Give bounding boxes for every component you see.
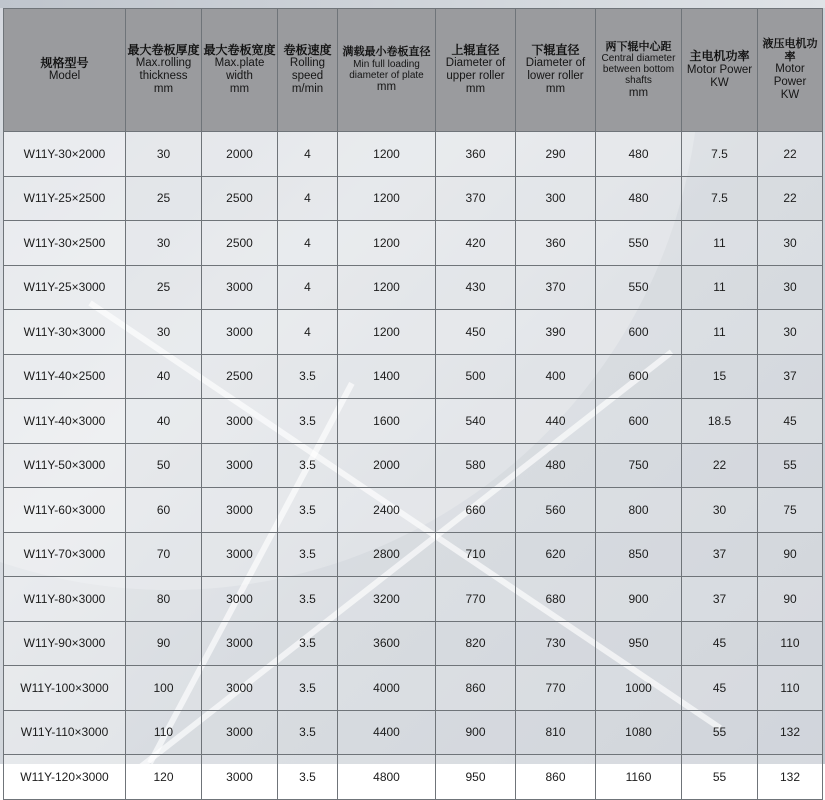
table-cell: 1200 — [338, 265, 436, 310]
table-cell: 850 — [596, 532, 682, 577]
header-unit: mm — [628, 86, 649, 99]
table-cell: 1600 — [338, 399, 436, 444]
header-unit: mm — [153, 83, 174, 96]
table-cell: 1400 — [338, 354, 436, 399]
table-cell: 7.5 — [682, 132, 758, 177]
header-en: Max.rolling thickness — [135, 57, 192, 83]
table-cell: 480 — [596, 176, 682, 221]
table-cell: 37 — [682, 577, 758, 622]
table-cell: 440 — [516, 399, 596, 444]
table-cell: 1200 — [338, 176, 436, 221]
table-cell: 22 — [758, 176, 823, 221]
column-lower-roller-diameter — [516, 9, 596, 132]
table-cell: 2500 — [202, 221, 278, 266]
header-cn: 最大卷板厚度 — [127, 42, 200, 57]
table-cell: 950 — [596, 621, 682, 666]
cell-model: W11Y-100×3000 — [4, 666, 126, 711]
table-cell: 3.5 — [278, 755, 338, 800]
table-cell: 1200 — [338, 132, 436, 177]
header-en: Central diameter between bottom shafts — [601, 52, 676, 87]
table-cell: 22 — [682, 443, 758, 488]
table-cell: 132 — [758, 755, 823, 800]
column-hydraulic-motor-power — [758, 9, 823, 132]
table-cell: 90 — [758, 577, 823, 622]
table-cell: 3.5 — [278, 532, 338, 577]
table-row — [4, 354, 823, 399]
cell-model: W11Y-80×3000 — [4, 577, 126, 622]
table-cell: 45 — [682, 666, 758, 711]
table-cell: 730 — [516, 621, 596, 666]
table-cell: 580 — [436, 443, 516, 488]
cell-model: W11Y-90×3000 — [4, 621, 126, 666]
cell-model: W11Y-110×3000 — [4, 710, 126, 755]
table-cell: 4400 — [338, 710, 436, 755]
header-en: Motor Power — [686, 63, 753, 76]
header-unit: mm — [545, 83, 566, 96]
table-cell: 37 — [682, 532, 758, 577]
table-cell: 3.5 — [278, 354, 338, 399]
header-cn: 最大卷板宽度 — [203, 42, 276, 57]
header-unit: KW — [710, 76, 729, 89]
table-cell: 2000 — [338, 443, 436, 488]
column-model — [4, 9, 126, 132]
table-cell: 25 — [126, 265, 202, 310]
table-cell: 1000 — [596, 666, 682, 711]
column-motor-power — [682, 9, 758, 132]
table-cell: 22 — [758, 132, 823, 177]
table-cell: 90 — [758, 532, 823, 577]
header-unit: m/min — [291, 83, 324, 96]
column-central-distance-bottom-shafts — [596, 9, 682, 132]
header-cn: 规格型号 — [40, 55, 89, 70]
column-upper-roller-diameter — [436, 9, 516, 132]
column-rolling-speed — [278, 9, 338, 132]
table-cell: 40 — [126, 399, 202, 444]
cell-model: W11Y-60×3000 — [4, 488, 126, 533]
table-cell: 540 — [436, 399, 516, 444]
header-unit: mm — [376, 80, 397, 93]
table-cell: 90 — [126, 621, 202, 666]
table-cell: 11 — [682, 221, 758, 266]
table-cell: 55 — [682, 755, 758, 800]
table-cell: 3600 — [338, 621, 436, 666]
table-cell: 430 — [436, 265, 516, 310]
table-cell: 3000 — [202, 488, 278, 533]
table-row — [4, 666, 823, 711]
table-cell: 800 — [596, 488, 682, 533]
table-cell: 370 — [516, 265, 596, 310]
table-cell: 550 — [596, 221, 682, 266]
header-unit: mm — [465, 83, 486, 96]
table-row — [4, 710, 823, 755]
table-cell: 820 — [436, 621, 516, 666]
table-cell: 2500 — [202, 354, 278, 399]
table-cell: 120 — [126, 755, 202, 800]
table-cell: 3.5 — [278, 488, 338, 533]
table-cell: 620 — [516, 532, 596, 577]
table-cell: 2400 — [338, 488, 436, 533]
header-en: Max.plate width — [214, 57, 265, 83]
table-cell: 810 — [516, 710, 596, 755]
header-unit: mm — [229, 83, 250, 96]
cell-model: W11Y-40×2500 — [4, 354, 126, 399]
table-cell: 3000 — [202, 265, 278, 310]
header-cn: 液压电机功率 — [762, 38, 818, 63]
table-row — [4, 132, 823, 177]
table-cell: 3.5 — [278, 621, 338, 666]
table-cell: 3000 — [202, 710, 278, 755]
table-cell: 7.5 — [682, 176, 758, 221]
table-cell: 11 — [682, 265, 758, 310]
table-cell: 600 — [596, 399, 682, 444]
table-cell: 600 — [596, 310, 682, 355]
table-cell: 370 — [436, 176, 516, 221]
table-row — [4, 532, 823, 577]
table-cell: 100 — [126, 666, 202, 711]
table-cell: 4 — [278, 132, 338, 177]
table-row — [4, 399, 823, 444]
header-en: Diameter of lower roller — [525, 57, 586, 83]
cell-model: W11Y-25×2500 — [4, 176, 126, 221]
table-cell: 480 — [596, 132, 682, 177]
table-cell: 37 — [758, 354, 823, 399]
table-cell: 4 — [278, 176, 338, 221]
header-cn: 主电机功率 — [689, 49, 750, 64]
table-cell: 680 — [516, 577, 596, 622]
table-cell: 900 — [596, 577, 682, 622]
table-cell: 750 — [596, 443, 682, 488]
table-row — [4, 176, 823, 221]
table-cell: 3000 — [202, 577, 278, 622]
cell-model: W11Y-120×3000 — [4, 755, 126, 800]
cell-model: W11Y-40×3000 — [4, 399, 126, 444]
column-max-rolling-thickness — [126, 9, 202, 132]
table-cell: 110 — [758, 666, 823, 711]
table-cell: 30 — [682, 488, 758, 533]
header-en: Diameter of upper roller — [445, 57, 506, 83]
table-cell: 110 — [758, 621, 823, 666]
table-cell: 45 — [758, 399, 823, 444]
table-cell: 11 — [682, 310, 758, 355]
table-row — [4, 755, 823, 800]
table-cell: 30 — [758, 265, 823, 310]
table-body — [4, 132, 823, 800]
table-cell: 30 — [758, 221, 823, 266]
table-cell: 420 — [436, 221, 516, 266]
header-en: Rolling speed — [289, 57, 326, 83]
table-cell: 390 — [516, 310, 596, 355]
table-cell: 30 — [126, 310, 202, 355]
table-cell: 75 — [758, 488, 823, 533]
table-cell: 3.5 — [278, 443, 338, 488]
cell-model: W11Y-25×3000 — [4, 265, 126, 310]
table-cell: 3.5 — [278, 710, 338, 755]
column-min-full-loading-diameter — [338, 9, 436, 132]
table-cell: 950 — [436, 755, 516, 800]
table-cell: 45 — [682, 621, 758, 666]
table-cell: 770 — [516, 666, 596, 711]
table-cell: 3.5 — [278, 577, 338, 622]
table-cell: 132 — [758, 710, 823, 755]
table-cell: 55 — [682, 710, 758, 755]
table-row — [4, 577, 823, 622]
table-row — [4, 310, 823, 355]
table-cell: 3000 — [202, 443, 278, 488]
table-header-row — [4, 9, 823, 132]
table-cell: 1200 — [338, 310, 436, 355]
table-cell: 40 — [126, 354, 202, 399]
header-cn: 满载最小卷板直径 — [342, 46, 431, 59]
table-cell: 360 — [516, 221, 596, 266]
table-cell: 3000 — [202, 310, 278, 355]
cell-model: W11Y-30×2500 — [4, 221, 126, 266]
table-cell: 3000 — [202, 755, 278, 800]
table-row — [4, 488, 823, 533]
table-cell: 4 — [278, 310, 338, 355]
header-unit: KW — [780, 88, 800, 101]
table-cell: 4 — [278, 221, 338, 266]
table-cell: 4800 — [338, 755, 436, 800]
table-cell: 900 — [436, 710, 516, 755]
table-cell: 4000 — [338, 666, 436, 711]
table-cell: 770 — [436, 577, 516, 622]
table-cell: 360 — [436, 132, 516, 177]
header-cn: 下辊直径 — [531, 42, 580, 57]
table-row — [4, 221, 823, 266]
table-cell: 55 — [758, 443, 823, 488]
header-cn: 上辊直径 — [451, 42, 500, 57]
header-en: Motor Power — [773, 63, 807, 88]
table-cell: 2000 — [202, 132, 278, 177]
top-strip — [0, 0, 825, 8]
header-en: Model — [48, 70, 81, 83]
specification-table — [3, 8, 823, 800]
table-cell: 30 — [126, 221, 202, 266]
table-row — [4, 265, 823, 310]
table-cell: 450 — [436, 310, 516, 355]
table-cell: 3.5 — [278, 399, 338, 444]
table-cell: 500 — [436, 354, 516, 399]
table-cell: 2500 — [202, 176, 278, 221]
table-row — [4, 621, 823, 666]
cell-model: W11Y-70×3000 — [4, 532, 126, 577]
table-cell: 3.5 — [278, 666, 338, 711]
table-cell: 860 — [436, 666, 516, 711]
table-cell: 600 — [596, 354, 682, 399]
table-cell: 1080 — [596, 710, 682, 755]
table-cell: 300 — [516, 176, 596, 221]
table-header — [4, 9, 823, 132]
table-cell: 1160 — [596, 755, 682, 800]
table-cell: 2800 — [338, 532, 436, 577]
table-cell: 110 — [126, 710, 202, 755]
table-cell: 70 — [126, 532, 202, 577]
table-cell: 860 — [516, 755, 596, 800]
table-cell: 30 — [758, 310, 823, 355]
table-cell: 3000 — [202, 399, 278, 444]
table-cell: 3200 — [338, 577, 436, 622]
table-cell: 25 — [126, 176, 202, 221]
table-cell: 3000 — [202, 666, 278, 711]
table-cell: 290 — [516, 132, 596, 177]
table-cell: 30 — [126, 132, 202, 177]
table-cell: 560 — [516, 488, 596, 533]
cell-model: W11Y-50×3000 — [4, 443, 126, 488]
table-cell: 50 — [126, 443, 202, 488]
header-en: Min full loading diameter of plate — [349, 58, 424, 81]
header-cn: 卷板速度 — [283, 42, 332, 57]
column-max-plate-width — [202, 9, 278, 132]
table-cell: 4 — [278, 265, 338, 310]
table-cell: 80 — [126, 577, 202, 622]
table-cell: 550 — [596, 265, 682, 310]
table-row — [4, 443, 823, 488]
table-cell: 3000 — [202, 621, 278, 666]
table-cell: 400 — [516, 354, 596, 399]
table-cell: 710 — [436, 532, 516, 577]
table-cell: 18.5 — [682, 399, 758, 444]
table-cell: 3000 — [202, 532, 278, 577]
table-cell: 15 — [682, 354, 758, 399]
cell-model: W11Y-30×2000 — [4, 132, 126, 177]
table-cell: 60 — [126, 488, 202, 533]
table-cell: 1200 — [338, 221, 436, 266]
table-cell: 660 — [436, 488, 516, 533]
table-cell: 480 — [516, 443, 596, 488]
cell-model: W11Y-30×3000 — [4, 310, 126, 355]
header-cn: 两下辊中心距 — [605, 40, 672, 53]
